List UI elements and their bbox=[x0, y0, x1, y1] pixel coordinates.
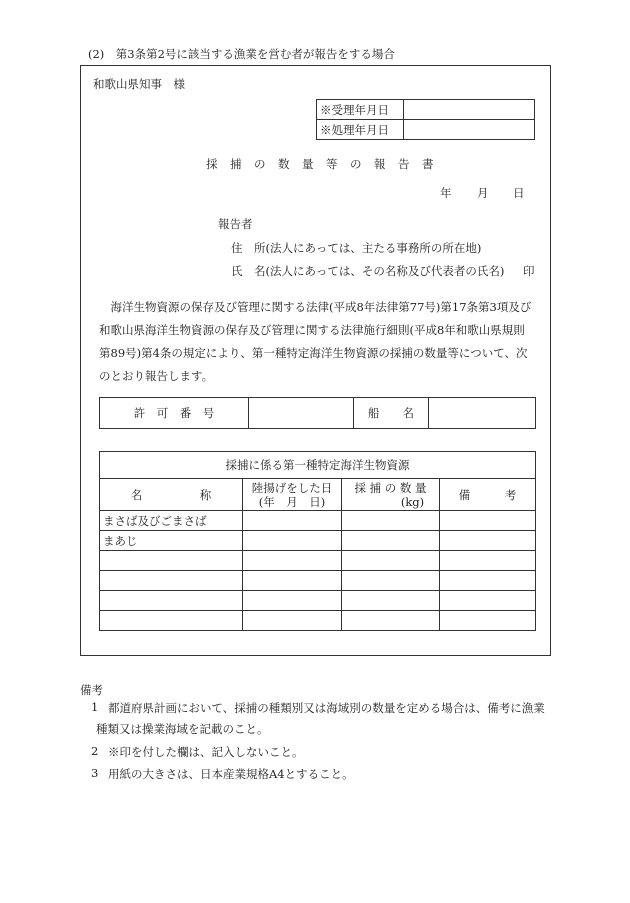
quantity-cell[interactable] bbox=[342, 611, 440, 631]
note-text: ※印を付した欄は、記入しないこと。 bbox=[108, 745, 304, 759]
license-table bbox=[99, 397, 536, 429]
remarks-cell[interactable] bbox=[440, 611, 536, 631]
body-line: 海洋生物資源の保存及び管理に関する法律(平成8年法律第77号)第17条第3項及び bbox=[99, 300, 532, 314]
received-date-label: ※受理年月日 bbox=[317, 100, 404, 120]
remarks-cell[interactable] bbox=[440, 511, 536, 531]
landing-date-line2: (年 月 日) bbox=[258, 494, 326, 509]
remarks-cell[interactable] bbox=[440, 571, 536, 591]
remarks-cell[interactable] bbox=[440, 531, 536, 551]
license-number-label: 許 可 番 号 bbox=[100, 398, 249, 429]
quantity-cell[interactable] bbox=[342, 531, 440, 551]
quantity-line1: 採 捕 の 数 量 bbox=[354, 480, 427, 495]
report-title: 採 捕 の 数 量 等 の 報 告 書 bbox=[206, 157, 434, 171]
reporter-name: 氏 名(法人にあっては、その名称及び代表者の氏名) bbox=[231, 264, 505, 278]
note-text: 都道府県計画において、採捕の種類別又は海域別の数量を定める場合は、備考に漁業 bbox=[108, 701, 545, 715]
note-number: 1 bbox=[91, 700, 99, 714]
report-body bbox=[99, 296, 539, 388]
reporter-label: 報告者 bbox=[218, 217, 253, 231]
seal-mark: 印 bbox=[523, 264, 535, 278]
landing-date-cell[interactable] bbox=[243, 571, 342, 591]
catch-table-caption: 採捕に係る第一種特定海洋生物資源 bbox=[100, 452, 536, 479]
remarks-cell[interactable] bbox=[440, 591, 536, 611]
species-name[interactable] bbox=[100, 551, 243, 571]
landing-date-line1: 陸揚げをした日 bbox=[251, 480, 333, 495]
note-number: 2 bbox=[91, 744, 99, 758]
notes-heading: 備考 bbox=[80, 683, 103, 697]
processed-date-label: ※処理年月日 bbox=[317, 120, 404, 140]
received-date-field[interactable] bbox=[404, 100, 535, 120]
landing-date-cell[interactable] bbox=[243, 591, 342, 611]
table-row bbox=[100, 531, 536, 551]
species-name[interactable] bbox=[100, 591, 243, 611]
vessel-name-field[interactable] bbox=[429, 398, 536, 429]
species-name[interactable] bbox=[100, 611, 243, 631]
quantity-cell[interactable] bbox=[342, 551, 440, 571]
col-header-landing-date bbox=[243, 479, 342, 511]
col-header-quantity bbox=[342, 479, 440, 511]
table-row bbox=[100, 551, 536, 571]
catch-table bbox=[99, 451, 536, 631]
quantity-cell[interactable] bbox=[342, 591, 440, 611]
date-month: 月 bbox=[477, 186, 489, 200]
remarks-cell[interactable] bbox=[440, 551, 536, 571]
receipt-table bbox=[316, 99, 535, 140]
body-line: のとおり報告します。 bbox=[99, 369, 214, 383]
landing-date-cell[interactable] bbox=[243, 531, 342, 551]
note-number: 3 bbox=[91, 766, 99, 780]
body-line: 第89号)第4条の規定により、第一種特定海洋生物資源の採捕の数量等について、次 bbox=[99, 346, 528, 360]
table-row bbox=[100, 511, 536, 531]
table-row bbox=[100, 571, 536, 591]
date-day: 日 bbox=[513, 186, 525, 200]
landing-date-cell[interactable] bbox=[243, 611, 342, 631]
table-row bbox=[100, 591, 536, 611]
col-header-name: 名 称 bbox=[100, 479, 243, 511]
quantity-cell[interactable] bbox=[342, 571, 440, 591]
section-heading: (2) 第3条第2号に該当する漁業を営む者が報告をする場合 bbox=[88, 47, 395, 61]
species-name: まさば及びごまさば bbox=[100, 511, 243, 531]
body-line: 和歌山県海洋生物資源の保存及び管理に関する法律施行細則(平成8年和歌山県規則 bbox=[99, 323, 525, 337]
col-header-remarks: 備 考 bbox=[440, 479, 536, 511]
vessel-name-label: 船 名 bbox=[354, 398, 429, 429]
reporter-address: 住 所(法人にあっては、主たる事務所の所在地) bbox=[231, 241, 482, 255]
species-name[interactable] bbox=[100, 571, 243, 591]
note-text: 用紙の大きさは、日本産業規格A4とすること。 bbox=[108, 767, 354, 781]
quantity-cell[interactable] bbox=[342, 511, 440, 531]
license-number-field[interactable] bbox=[249, 398, 354, 429]
date-year: 年 bbox=[440, 186, 452, 200]
addressee: 和歌山県知事 様 bbox=[93, 77, 185, 91]
quantity-line2: (kg) bbox=[400, 494, 425, 509]
note-text-continued: 種類又は操業海域を記載のこと。 bbox=[96, 722, 269, 736]
processed-date-field[interactable] bbox=[404, 120, 535, 140]
species-name: まあじ bbox=[100, 531, 243, 551]
landing-date-cell[interactable] bbox=[243, 511, 342, 531]
table-row bbox=[100, 611, 536, 631]
landing-date-cell[interactable] bbox=[243, 551, 342, 571]
